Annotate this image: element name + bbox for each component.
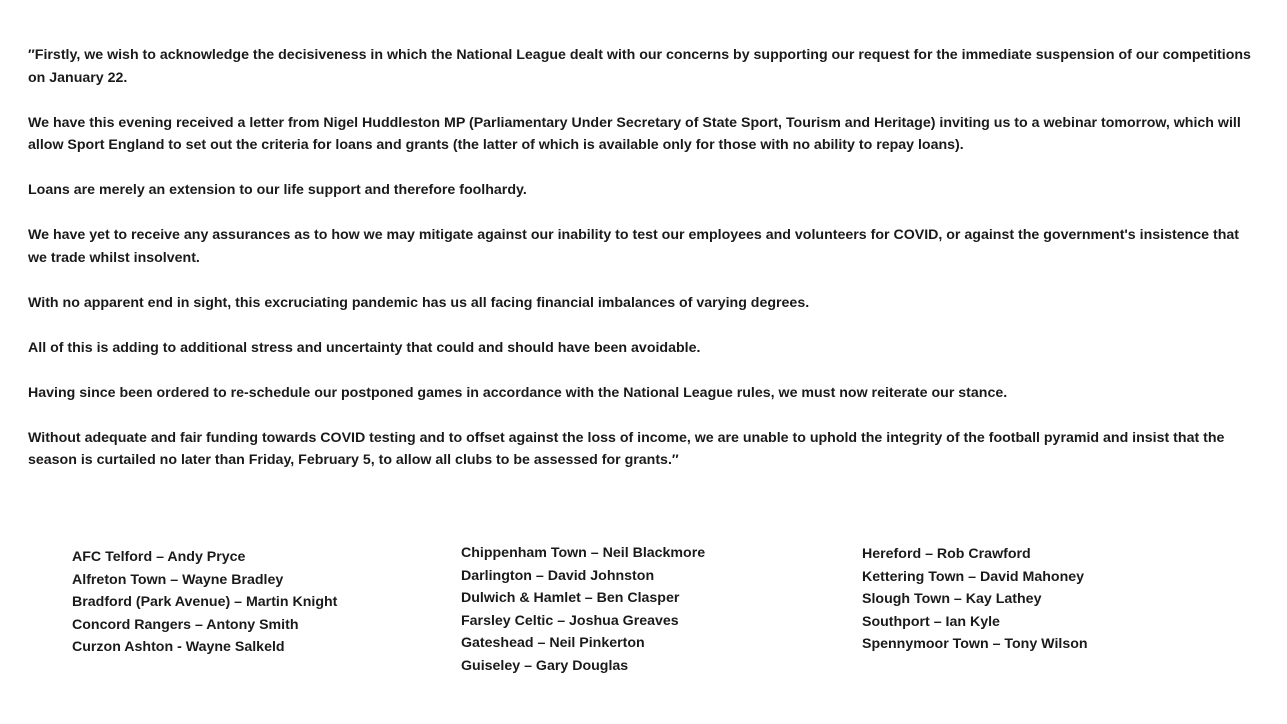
signatory: Alfreton Town – Wayne Bradley [72,571,284,588]
signatories-column-3 [862,543,1088,656]
statement-paragraph: With no apparent end in sight, this excruciating pandemic has us all facing financial imbalances of varying degrees. [28,294,810,311]
signatory: Darlington – David Johnston [461,567,655,584]
signatory: AFC Telford – Andy Pryce [72,549,246,565]
statement-paragraph: All of this is adding to additional stress and uncertainty that could and should have been avoidable. [28,339,701,356]
signatories-column-1 [72,546,337,659]
signatory: Chippenham Town – Neil Blackmore [461,545,706,561]
statement-paragraph: Without adequate and fair funding towards COVID testing and to offset against the loss of income, we are unable to uphold the integrity of the football pyramid and insist that the season is curtailed no later than Friday, February 5, to allow all clubs to be assessed for grants.″ [28,429,1225,468]
statement-paragraph: We have this evening received a letter from Nigel Huddleston MP (Parliamentary Under Secretary of State Sport, Tourism and Heritage) inviting us to a webinar tomorrow, which will allow Sport England to set out the criteria for loans and grants (the latter of which is available only for those with no ability to repay loans). [28,114,1241,153]
signatory: Spennymoor Town – Tony Wilson [862,636,1088,652]
statement-paragraph: Having since been ordered to re-schedule our postponed games in accordance with the National League rules, we must now reiterate our stance. [28,384,1008,401]
signatory: Farsley Celtic – Joshua Greaves [461,612,679,629]
signatory: Slough Town – Kay Lathey [862,591,1042,607]
signatory: Curzon Ashton - Wayne Salkeld [72,639,285,655]
signatory: Dulwich & Hamlet – Ben Clasper [461,590,680,606]
signatory: Kettering Town – David Mahoney [862,568,1085,585]
signatory: Gateshead – Neil Pinkerton [461,635,645,651]
statement-paragraph: We have yet to receive any assurances as to how we may mitigate against our inability to test our employees and volunteers for COVID, or against the government's insistence that we trade whilst insolvent. [28,227,1239,266]
signatories-column-2 [461,542,705,677]
signatory: Hereford – Rob Crawford [862,546,1031,562]
signatory: Concord Rangers – Antony Smith [72,616,299,633]
signatory: Southport – Ian Kyle [862,613,1000,630]
statement-paragraph: Loans are merely an extension to our life support and therefore foolhardy. [28,182,527,198]
signatory: Guiseley – Gary Douglas [461,657,629,674]
statement-body [28,44,1253,494]
signatory: Bradford (Park Avenue) – Martin Knight [72,594,338,610]
statement-paragraph: ′′Firstly, we wish to acknowledge the decisiveness in which the National League dealt with our concerns by supporting our request for the immediate suspension of our competitions on January 22. [28,47,1251,86]
